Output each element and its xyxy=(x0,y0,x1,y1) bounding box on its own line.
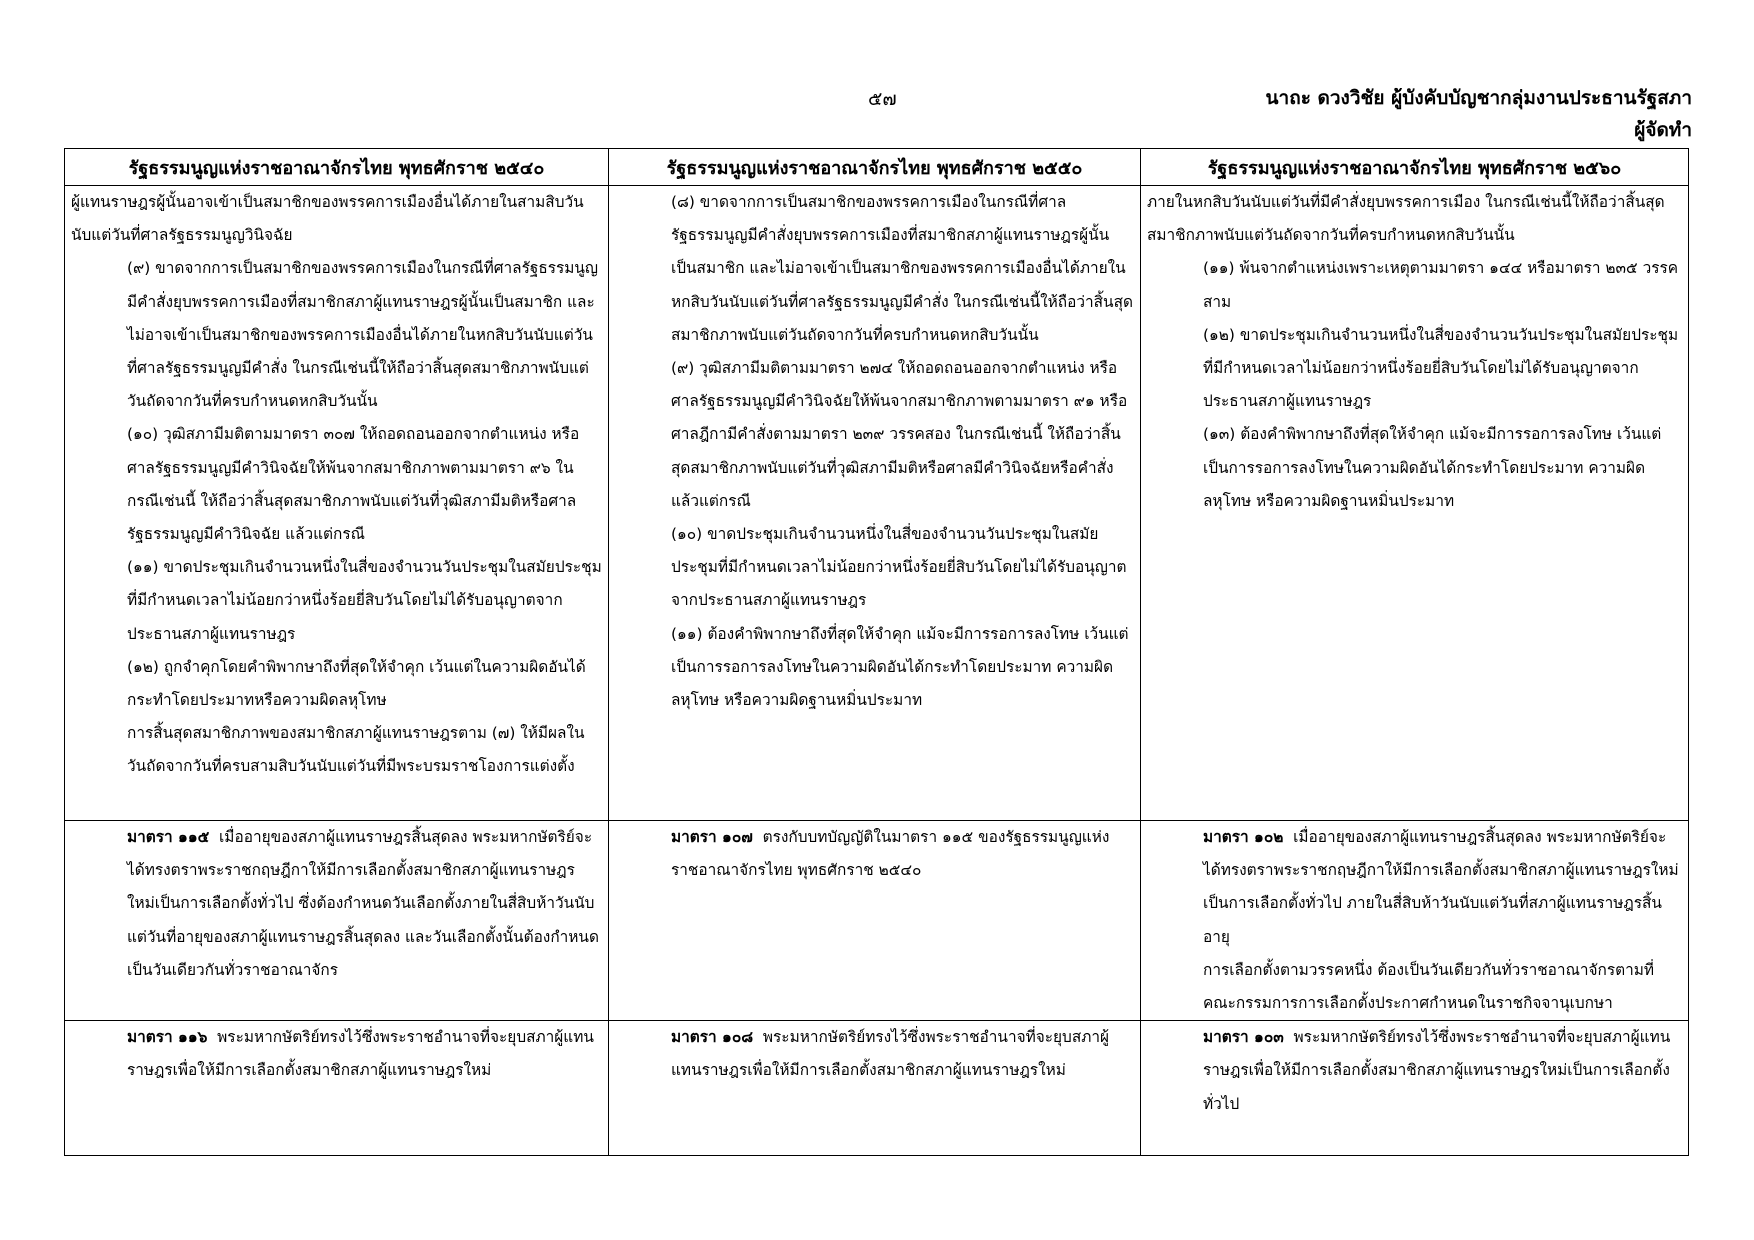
author-block xyxy=(1266,82,1692,146)
paragraph: (๑๐) ขาดประชุมเกินจำนวนหนึ่งในสี่ของจำนวนวันประชุมในสมัยประชุมที่มีกำหนดเวลาไม่น้อยกว่าหนึ่งร้อยยี่สิบวันโดยไม่ได้รับอนุญาตจากประธานสภาผู้แทนราษฎร xyxy=(671,525,1127,610)
paragraph xyxy=(1147,821,1682,954)
table-row xyxy=(65,821,1689,1021)
section-text: พระมหากษัตริย์ทรงไว้ซึ่งพระราชอำนาจที่จะยุบสภาผู้แทนราษฎรเพื่อให้มีการเลือกตั้งสมาชิกสภาผู้แทนราษฎรใหม่เป็นการเลือกตั้งทั่วไป xyxy=(1203,1028,1671,1113)
section-title: มาตรา ๑๐๘ xyxy=(671,1028,754,1047)
paragraph: (๘) ขาดจากการเป็นสมาชิกของพรรคการเมืองในกรณีที่ศาลรัฐธรรมนูญมีคำสั่งยุบพรรคการเมืองที่สมาชิกสภาผู้แทนราษฎรผู้นั้นเป็นสมาชิก และไม่อาจเข้าเป็นสมาชิกของพรรคการเมืองอื่นได้ภายในหกสิบวันนับแต่วันที่ศาลรัฐธรรมนูญมีคำสั่ง ในกรณีเช่นนี้ให้ถือว่าสิ้นสุดสมาชิกภาพนับแต่วันถัดจากวันที่ครบกำหนดหกสิบวันนั้น xyxy=(671,193,1133,344)
section-text: เมื่ออายุของสภาผู้แทนราษฎรสิ้นสุดลง พระมหากษัตริย์จะได้ทรงตราพระราชกฤษฎีกาให้มีการเลือกตั้งสมาชิกสภาผู้แทนราษฎรใหม่ เป็นการเลือกตั้งทั่วไป ภายในสี่สิบห้าวันนับแต่วันที่สภาผู้แทนราษฎรสิ้นอายุ xyxy=(1203,828,1679,946)
section-title: มาตรา ๑๐๗ xyxy=(671,828,753,846)
paragraph: (๑๐) วุฒิสภามีมติตามมาตรา ๓๐๗ ให้ถอดถอนออกจากตำแหน่ง หรือศาลรัฐธรรมนูญมีคำวินิจฉัยให้พ้นจากสมาชิกภาพตามมาตรา ๙๖ ในกรณีเช่นนี้ ให้ถือว่าสิ้นสุดสมาชิกภาพนับแต่วันที่วุฒิสภามีมติหรือศาลรัฐธรรมนูญมีคำวินิจฉัย แล้วแต่กรณี xyxy=(127,425,580,544)
paragraph: (๑๒) ขาดประชุมเกินจำนวนหนึ่งในสี่ของจำนวนวันประชุมในสมัยประชุมที่มีกำหนดเวลาไม่น้อยกว่าหนึ่งร้อยยี่สิบวันโดยไม่ได้รับอนุญาตจากประธานสภาผู้แทนราษฎร xyxy=(1203,325,1679,411)
paragraph: การเลือกตั้งตามวรรคหนึ่ง ต้องเป็นวันเดียวกันทั่วราชอาณาจักรตามที่คณะกรรมการการเลือกตั้งประกาศกำหนดในราชกิจจานุเบกษา xyxy=(1203,960,1655,1013)
header-row xyxy=(65,149,1689,186)
table-row xyxy=(65,186,1689,821)
table-row xyxy=(65,1021,1689,1156)
paragraph: (๙) วุฒิสภามีมติตามมาตรา ๒๗๔ ให้ถอดถอนออกจากตำแหน่ง หรือศาลรัฐธรรมนูญมีคำวินิจฉัยให้พ้นจากสมาชิกภาพตามมาตรา ๙๑ หรือศาลฎีกามีคำสั่งตามมาตรา ๒๓๙ วรรคสอง ในกรณีเช่นนี้ ให้ถือว่าสิ้นสุดสมาชิกภาพนับแต่วันที่วุฒิสภามีมติหรือศาลมีคำวินิจฉัยหรือคำสั่ง แล้วแต่กรณี xyxy=(671,359,1128,510)
section-title: มาตรา ๑๑๖ xyxy=(127,1028,208,1047)
paragraph: (๑๒) ถูกจำคุกโดยคำพิพากษาถึงที่สุดให้จำคุก เว้นแต่ในความผิดอันได้กระทำโดยประมาทหรือความผิดลหุโทษ xyxy=(127,657,586,710)
paragraph: ผู้แทนราษฎรผู้นั้นอาจเข้าเป็นสมาชิกของพรรคการเมืองอื่นได้ภายในสามสิบวันนับแต่วันที่ศาลรัฐธรรมนูญวินิจฉัย xyxy=(71,193,584,245)
paragraph xyxy=(615,821,1134,887)
cell-2550 xyxy=(609,1021,1141,1156)
paragraph xyxy=(615,1021,1134,1087)
paragraph: (๑๑) พ้นจากตำแหน่งเพราะเหตุตามมาตรา ๑๔๔ หรือมาตรา ๒๓๕ วรรคสาม xyxy=(1203,259,1679,311)
cell-2550 xyxy=(609,186,1141,821)
column-header-2560: รัฐธรรมนูญแห่งราชอาณาจักรไทย พุทธศักราช ๒๕๖๐ xyxy=(1141,149,1689,186)
paragraph: (๙) ขาดจากการเป็นสมาชิกของพรรคการเมืองในกรณีที่ศาลรัฐธรรมนูญมีคำสั่งยุบพรรคการเมืองที่สมาชิกสภาผู้แทนราษฎรผู้นั้นเป็นสมาชิก และไม่อาจเข้าเป็นสมาชิกของพรรคการเมืองอื่นได้ภายในหกสิบวันนับแต่วันที่ศาลรัฐธรรมนูญมีคำสั่ง ในกรณีเช่นนี้ให้ถือว่าสิ้นสุดสมาชิกภาพนับแต่วันถัดจากวันที่ครบกำหนดหกสิบวันนั้น xyxy=(127,259,599,411)
paragraph: ภายในหกสิบวันนับแต่วันที่มีคำสั่งยุบพรรคการเมือง ในกรณีเช่นนี้ให้ถือว่าสิ้นสุดสมาชิกภาพนับแต่วันถัดจากวันที่ครบกำหนดหกสิบวันนั้น xyxy=(1147,193,1665,245)
paragraph: (๑๑) ต้องคำพิพากษาถึงที่สุดให้จำคุก แม้จะมีการรอการลงโทษ เว้นแต่เป็นการรอการลงโทษในความผิดอันได้กระทำโดยประมาท ความผิดลหุโทษ หรือความผิดฐานหมิ่นประมาท xyxy=(671,624,1129,710)
cell-2540 xyxy=(65,821,609,1021)
page-number: ๕๗ xyxy=(868,88,897,110)
cell-2550 xyxy=(609,821,1141,1021)
cell-2540 xyxy=(65,1021,609,1156)
section-title: มาตรา ๑๑๕ xyxy=(127,828,210,846)
paragraph xyxy=(71,1021,602,1087)
comparison-table xyxy=(64,148,1689,1156)
section-text: เมื่ออายุของสภาผู้แทนราษฎรสิ้นสุดลง พระมหากษัตริย์จะได้ทรงตราพระราชกฤษฎีกาให้มีการเลือกตั้งสมาชิกสภาผู้แทนราษฎรใหม่เป็นการเลือกตั้งทั่วไป ซึ่งต้องกำหนดวันเลือกตั้งภายในสี่สิบห้าวันนับแต่วันที่อายุของสภาผู้แทนราษฎรสิ้นสุดลง และวันเลือกตั้งนั้นต้องกำหนดเป็นวันเดียวกันทั่วราชอาณาจักร xyxy=(127,828,599,979)
paragraph xyxy=(1147,1021,1682,1121)
paragraph: (๑๑) ขาดประชุมเกินจำนวนหนึ่งในสี่ของจำนวนวันประชุมในสมัยประชุมที่มีกำหนดเวลาไม่น้อยกว่าหนึ่งร้อยยี่สิบวันโดยไม่ได้รับอนุญาตจากประธานสภาผู้แทนราษฎร xyxy=(127,558,602,643)
section-text: ตรงกับบทบัญญัติในมาตรา ๑๑๕ ของรัฐธรรมนูญแห่งราชอาณาจักรไทย พุทธศักราช ๒๕๔๐ xyxy=(671,828,1110,880)
column-header-2540: รัฐธรรมนูญแห่งราชอาณาจักรไทย พุทธศักราช ๒๕๔๐ xyxy=(65,149,609,186)
section-text: พระมหากษัตริย์ทรงไว้ซึ่งพระราชอำนาจที่จะยุบสภาผู้แทนราษฎรเพื่อให้มีการเลือกตั้งสมาชิกสภาผู้แทนราษฎรใหม่ xyxy=(127,1028,594,1080)
cell-2560 xyxy=(1141,821,1689,1021)
cell-2540 xyxy=(65,186,609,821)
paragraph: การสิ้นสุดสมาชิกภาพของสมาชิกสภาผู้แทนราษฎรตาม (๗) ให้มีผลในวันถัดจากวันที่ครบสามสิบวันนับแต่วันที่มีพระบรมราชโองการแต่งตั้ง xyxy=(127,724,585,776)
paragraph xyxy=(71,821,602,987)
author-line: นาถะ ดวงวิชัย ผู้บังคับบัญชากลุ่มงานประธานรัฐสภา xyxy=(1265,87,1692,109)
author-role: ผู้จัดทำ xyxy=(1634,119,1692,141)
cell-2560 xyxy=(1141,186,1689,821)
section-title: มาตรา ๑๐๒ xyxy=(1203,828,1284,846)
column-header-2550: รัฐธรรมนูญแห่งราชอาณาจักรไทย พุทธศักราช ๒๕๕๐ xyxy=(609,149,1141,186)
paragraph: (๑๓) ต้องคำพิพากษาถึงที่สุดให้จำคุก แม้จะมีการรอการลงโทษ เว้นแต่เป็นการรอการลงโทษในความผิดอันได้กระทำโดยประมาท ความผิดลหุโทษ หรือความผิดฐานหมิ่นประมาท xyxy=(1203,425,1662,510)
section-title: มาตรา ๑๐๓ xyxy=(1203,1028,1284,1047)
cell-2560 xyxy=(1141,1021,1689,1156)
section-text: พระมหากษัตริย์ทรงไว้ซึ่งพระราชอำนาจที่จะยุบสภาผู้แทนราษฎรเพื่อให้มีการเลือกตั้งสมาชิกสภาผู้แทนราษฎรใหม่ xyxy=(671,1028,1110,1080)
